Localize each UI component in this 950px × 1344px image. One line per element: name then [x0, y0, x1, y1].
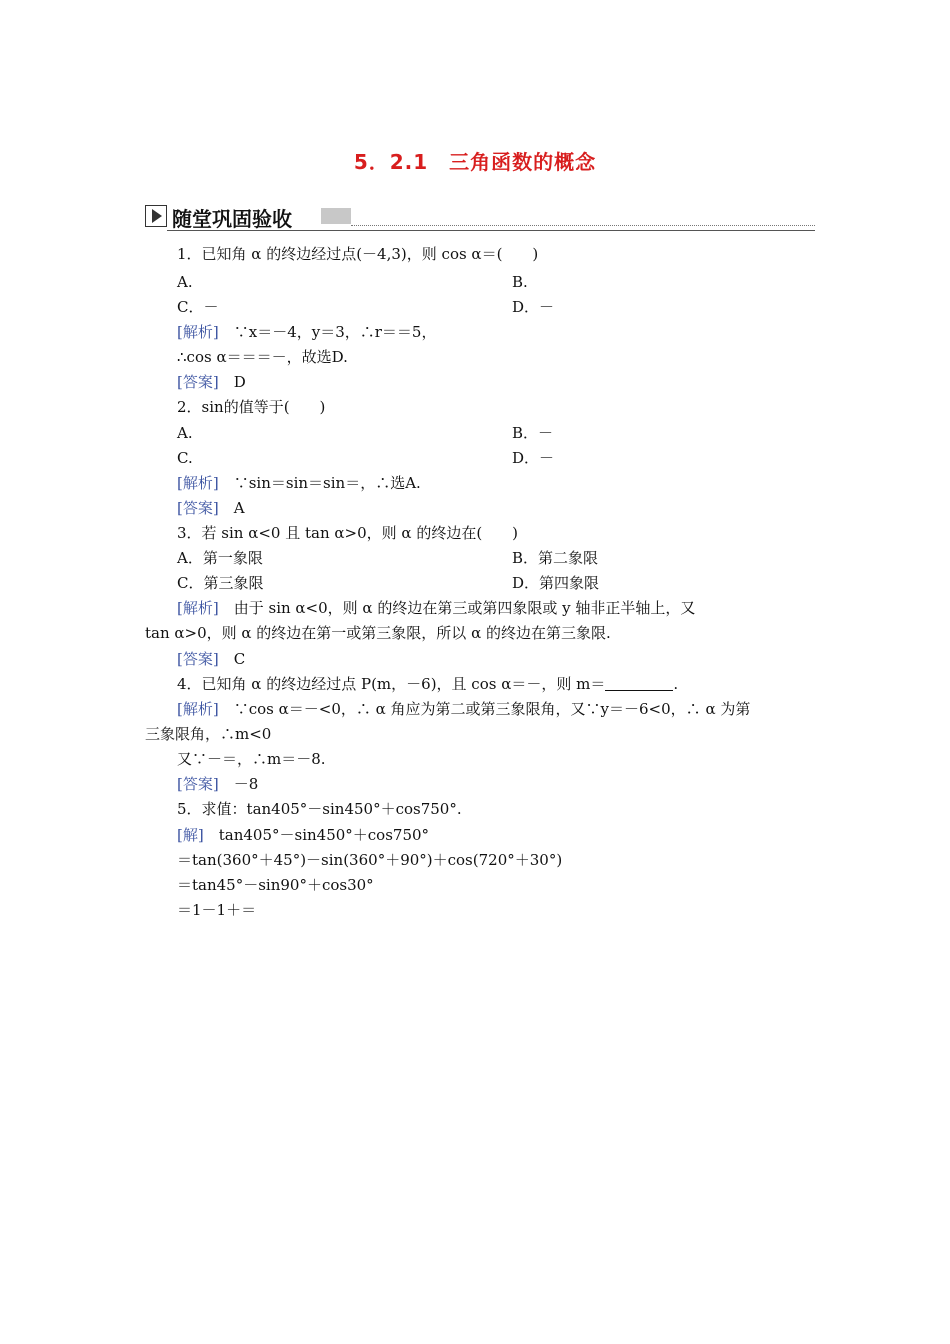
analysis-tag: [解析]	[177, 700, 219, 718]
q3-stem: 3．若 sin α<0 且 tan α>0，则 α 的终边在( )	[177, 524, 519, 542]
q3-answer-line	[177, 649, 245, 669]
q4-stem: 4．已知角 α 的终边经过点 P(m，－6)，且 cos α＝－，则 m＝	[177, 675, 606, 693]
page-title: 5．2.1 三角函数的概念	[353, 150, 597, 174]
q2-option-c: C.	[177, 449, 193, 467]
answer-tag: [答案]	[177, 499, 219, 517]
solution-tag: [解]	[177, 826, 204, 844]
q2-option-a: A.	[177, 424, 193, 442]
q1-option-b: B.	[512, 273, 528, 291]
q3-analysis-1: 由于 sin α<0，则 α 的终边在第三或第四象限或 y 轴非正半轴上，又	[233, 599, 696, 617]
section-header	[145, 203, 815, 231]
q4-analysis-3: 又∵－＝，∴m＝－8.	[177, 750, 326, 768]
q5-solution-2: ＝tan(360°＋45°)－sin(360°＋90°)＋cos(720°＋30°)	[177, 851, 563, 869]
q4-analysis-2: 三象限角，∴m<0	[145, 725, 272, 743]
answer-tag: [答案]	[177, 775, 219, 793]
play-triangle-icon	[145, 205, 167, 227]
q3-option-a: A．第一象限	[177, 549, 263, 567]
answer-tag: [答案]	[177, 373, 219, 391]
q2-answer: A	[233, 499, 245, 517]
q5-solution-3: ＝tan45°－sin90°＋cos30°	[177, 876, 374, 894]
q2-analysis-line	[177, 473, 421, 493]
q4-stem-line	[177, 674, 678, 694]
section-dotted-rule	[351, 225, 815, 226]
q1-option-d: D．－	[512, 298, 555, 316]
section-underline	[167, 230, 815, 231]
q3-analysis-line	[177, 598, 695, 618]
q4-stem-end: .	[673, 675, 679, 693]
q3-option-b: B．第二象限	[512, 549, 599, 567]
q1-analysis-line	[177, 322, 436, 342]
answer-tag: [答案]	[177, 650, 219, 668]
section-bar-decoration	[321, 208, 351, 224]
q2-answer-line	[177, 498, 245, 518]
q1-analysis-1: ∵x＝－4，y＝3，∴r＝＝5，	[233, 323, 437, 341]
q5-solution-line	[177, 825, 429, 845]
q3-analysis-2: tan α>0，则 α 的终边在第一或第三象限，所以 α 的终边在第三象限.	[145, 624, 611, 642]
q1-analysis-2: ∴cos α＝＝＝－，故选D.	[177, 348, 348, 366]
q1-stem: 1．已知角 α 的终边经过点(－4,3)，则 cos α＝( )	[177, 245, 539, 263]
analysis-tag: [解析]	[177, 323, 219, 341]
q4-analysis-1: ∵cos α＝－<0，∴ α 角应为第二或第三象限角，又∵y＝－6<0，∴ α 为第	[233, 700, 751, 718]
q4-analysis-line	[177, 699, 750, 719]
q2-option-b: B．－	[512, 424, 554, 442]
q5-solution-1: tan405°－sin450°＋cos750°	[218, 826, 430, 844]
q1-answer: D	[233, 373, 246, 391]
q1-option-c: C．－	[177, 298, 219, 316]
q2-option-d: D．－	[512, 449, 555, 467]
q4-answer-line	[177, 774, 258, 794]
analysis-tag: [解析]	[177, 599, 219, 617]
q2-stem: 2．sin的值等于( )	[177, 398, 326, 416]
q3-answer: C	[233, 650, 246, 668]
q5-solution-4: ＝1－1＋＝	[177, 901, 257, 919]
analysis-tag: [解析]	[177, 474, 219, 492]
q2-analysis: ∵sin＝sin＝sin＝，∴选A.	[233, 474, 421, 492]
q3-option-d: D．第四象限	[512, 574, 600, 592]
q4-answer: －8	[233, 775, 259, 793]
answer-blank	[605, 676, 673, 691]
q5-stem: 5．求值：tan405°－sin450°＋cos750°.	[177, 800, 462, 818]
section-label: 随堂巩固验收	[172, 207, 292, 231]
q1-answer-line	[177, 372, 246, 392]
q3-option-c: C．第三象限	[177, 574, 264, 592]
q1-option-a: A.	[177, 273, 193, 291]
